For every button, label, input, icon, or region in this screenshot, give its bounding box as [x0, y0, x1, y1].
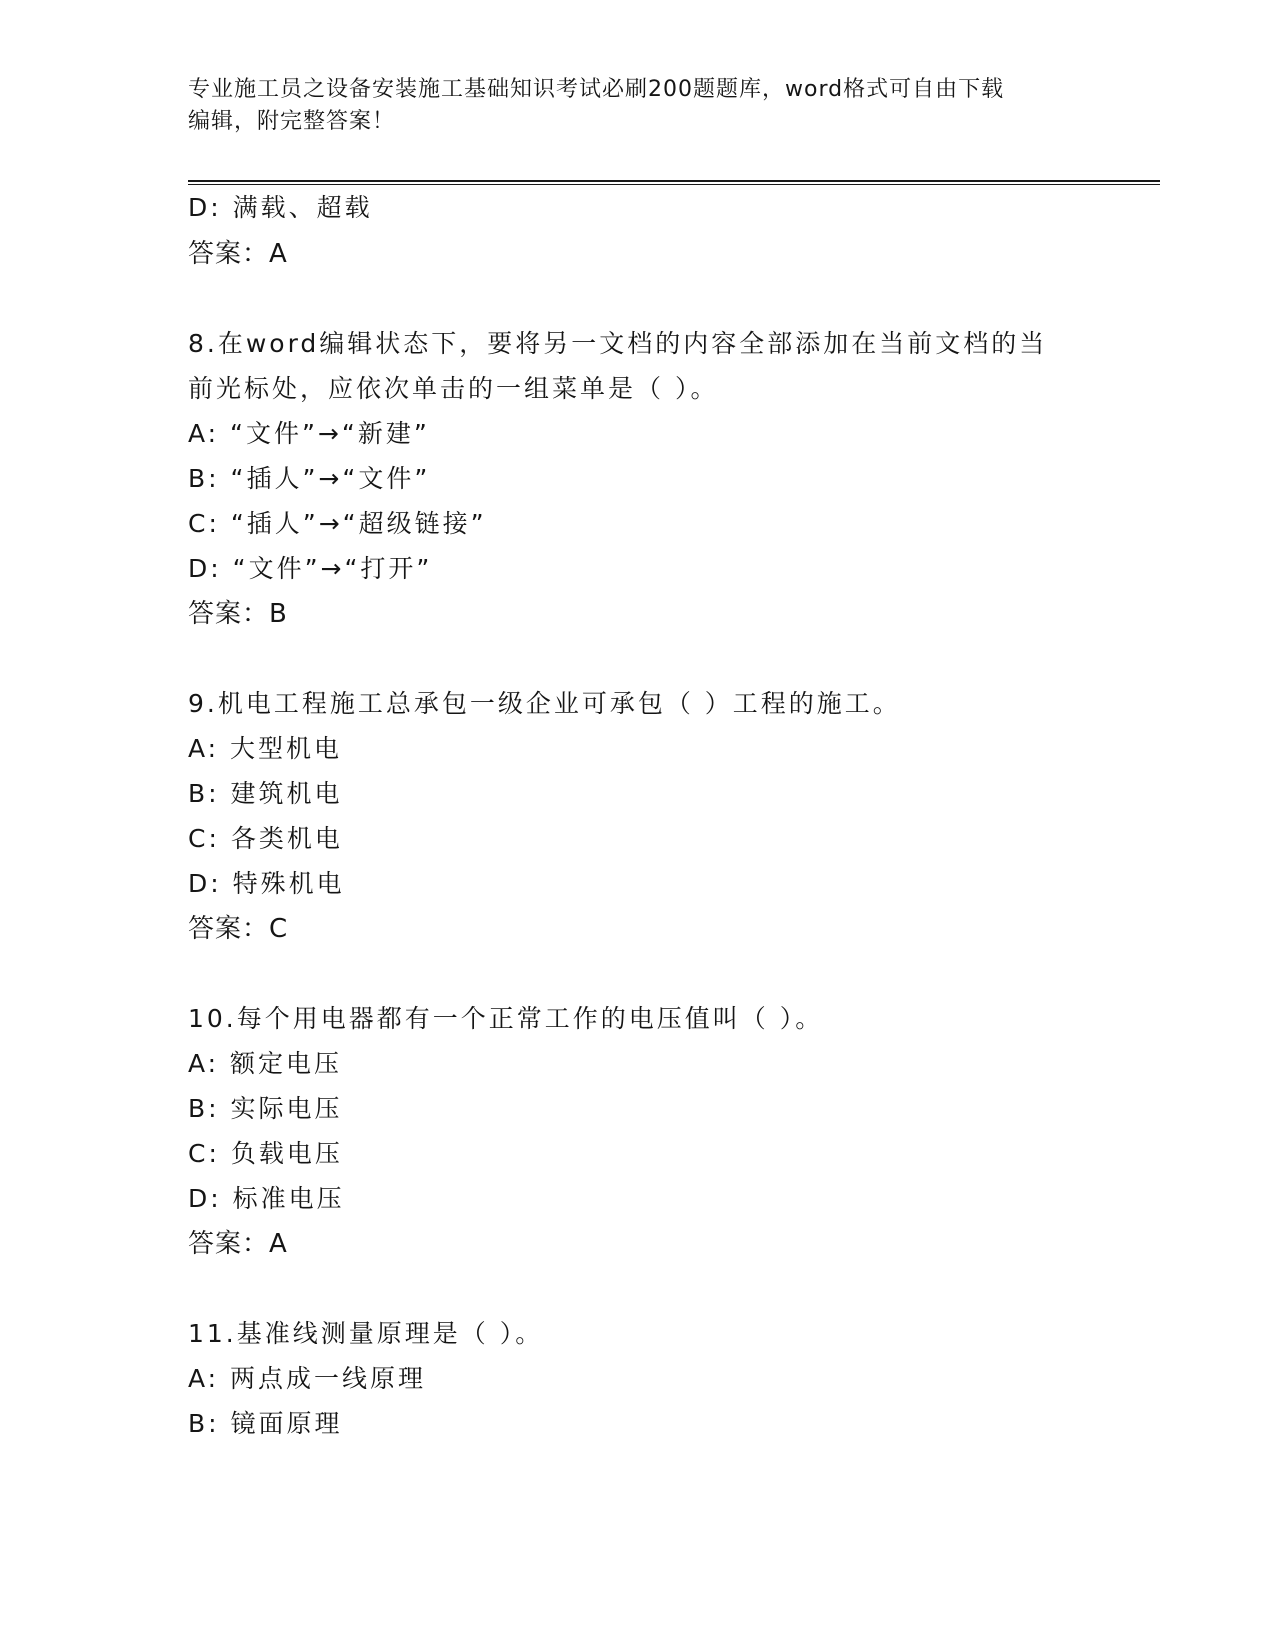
q8-question-line-2: 前光标处，应依次单击的一组菜单是（ ）。: [188, 374, 719, 403]
q9-question-line-1: 9.机电工程施工总承包一级企业可承包（ ）工程的施工。: [188, 689, 901, 718]
q8-option-b: B: “插人”→“文件”: [188, 464, 431, 493]
q10-question-line-1: 10.每个用电器都有一个正常工作的电压值叫（ ）。: [188, 1004, 824, 1033]
q8-option-d: D: “文件”→“打开”: [188, 554, 433, 583]
q10-option-a: A: 额定电压: [188, 1049, 343, 1078]
q8-answer: 答案：B: [188, 599, 288, 629]
q10-option-c: C: 负载电压: [188, 1139, 343, 1168]
q7-option-d: D: 满载、超载: [188, 193, 373, 222]
q9-option-d: D: 特殊机电: [188, 869, 345, 898]
q9-answer: 答案：C: [188, 914, 289, 944]
q9-option-a: A: 大型机电: [188, 734, 343, 763]
header-title-line-1: 专业施工员之设备安装施工基础知识考试必刷200题题库，word格式可自由下载: [188, 77, 1005, 102]
q11-question-line-1: 11.基准线测量原理是（ ）。: [188, 1319, 544, 1348]
q11-option-a: A: 两点成一线原理: [188, 1364, 427, 1393]
document-header: [188, 74, 1068, 138]
q8-question-line-1: 8.在word编辑状态下，要将另一文档的内容全部添加在当前文档的当: [188, 329, 1048, 358]
q11-option-b: B: 镜面原理: [188, 1409, 343, 1438]
header-divider-thick: [188, 180, 1160, 182]
q7-answer: 答案：A: [188, 239, 288, 269]
header-title-line-2: 编辑，附完整答案！: [188, 109, 396, 134]
q10-option-b: B: 实际电压: [188, 1094, 343, 1123]
q10-answer: 答案：A: [188, 1229, 288, 1259]
q10-option-d: D: 标准电压: [188, 1184, 345, 1213]
header-divider-thin: [188, 184, 1160, 185]
q9-option-b: B: 建筑机电: [188, 779, 343, 808]
q8-option-a: A: “文件”→“新建”: [188, 419, 430, 448]
q8-option-c: C: “插人”→“超级链接”: [188, 509, 487, 538]
q9-option-c: C: 各类机电: [188, 824, 343, 853]
